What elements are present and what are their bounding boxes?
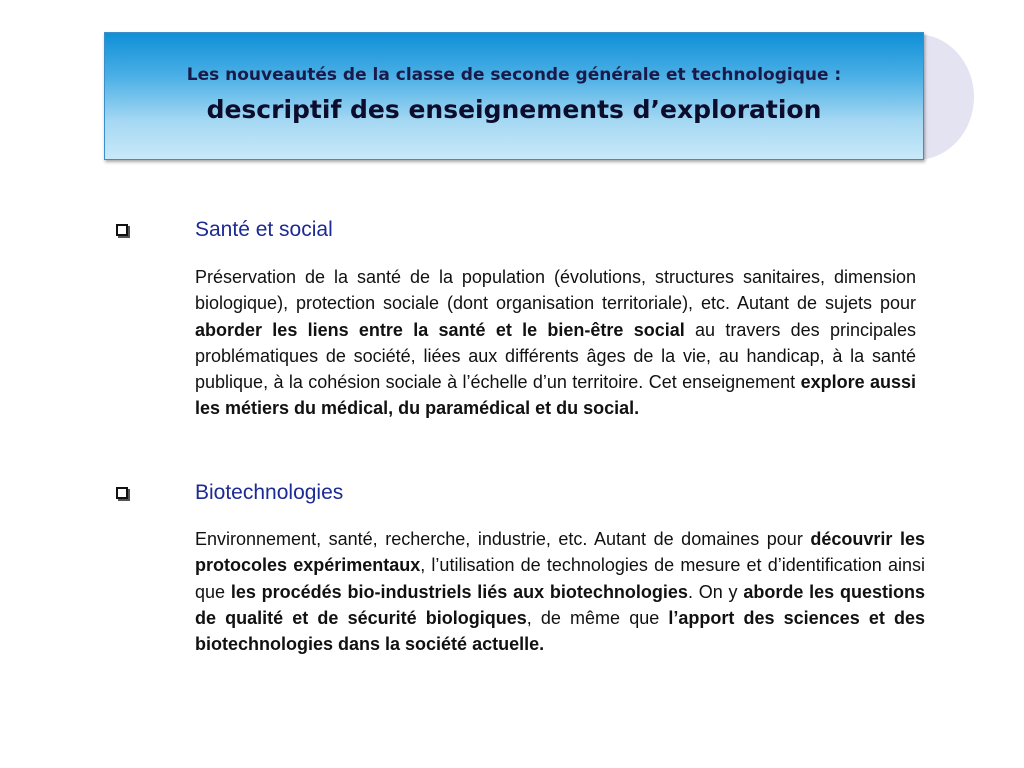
body-bold-segment: aborder les liens entre la santé et le bien-être social (195, 319, 685, 340)
body-bold-segment: découvrir les protocoles expérimentaux (195, 529, 925, 576)
section-body-biotech (195, 526, 925, 657)
body-bold-segment: l’apport des sciences et des biotechnologies dans la société actuelle. (195, 607, 925, 655)
body-text-segment: au travers des principales problématiques de société, liées aux différents âges de la vie, au handicap, à la santé publique, à la cohésion sociale à l’échelle d’un territoire. Cet enseignement (195, 319, 916, 393)
body-bold-segment: les procédés bio-industriels liés aux biotechnologies (230, 581, 688, 602)
body-text-segment: . On y (687, 581, 744, 602)
section-body-sante (195, 264, 916, 422)
body-bold-segment: explore aussi les métiers du médical, du paramédical et du social. (195, 372, 917, 419)
checkbox-bullet-icon (116, 224, 128, 236)
page-subtitle: Les nouveautés de la classe de seconde générale et technologique : (186, 65, 842, 85)
title-banner (104, 32, 924, 160)
body-text-segment: Environnement, santé, recherche, industrie, etc. Autant de domaines pour (195, 529, 811, 549)
body-text-segment: , de même que (526, 607, 669, 628)
checkbox-bullet-icon (116, 487, 128, 499)
body-bold-segment: aborde les questions de qualité et de sécurité biologiques (195, 581, 925, 628)
body-text-segment: , l’utilisation de technologies de mesure et d’identification ainsi que (195, 555, 925, 602)
section-title: Santé et social (195, 218, 333, 241)
section-title: Biotechnologies (195, 481, 344, 504)
page-title: descriptif des enseignements d’exploration (206, 95, 822, 124)
body-text-segment: Préservation de la santé de la population (évolutions, structures sanitaires, dimension biologique), protection sociale (dont organisation territoriale), etc. Autant de sujets pour (195, 267, 916, 314)
